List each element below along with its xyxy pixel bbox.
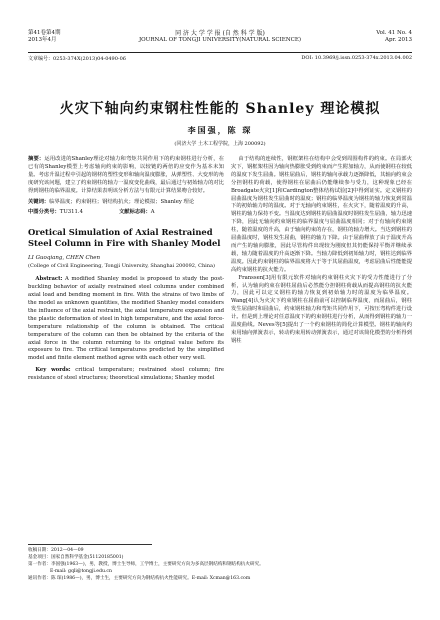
keywords-cn: 关键词：临界温度；约束钢柱；钢结构抗火；理论模拟；Shanley 理论 [28, 198, 195, 205]
affiliation-cn: (同济大学 土木工程学院，上海 200092) [174, 141, 266, 147]
abstract-cn: 摘要：运用改进的Shanley理论对轴力和弯矩共同作用下的约束钢柱进行分析，在已有的Shanley模型上考虑轴向约束的影响，以较链的两倍的应变作为基本未知量。考虑升温过程中引起的钢材的塑性变形和轴向温度膨胀，从弹塑性、大变形的角度研究该问题，建立了约束钢柱的轴力一温度变化曲线，最后通过与初始轴力的对比得到钢柱的临界温度。计算结果表明该分析方法与有限元计算结果吻合较好。 [28, 156, 224, 194]
footnote-received: 收稿日期：2012—04—09 [28, 548, 84, 553]
keywords-en: Key words: critical temperature; restrained steel column; fire resistance of steel structures; theoretical simulations; Shanley model [28, 367, 225, 382]
article-number: 文章编号：0253-374X(2013)04-0490-06 [28, 56, 126, 62]
header-volume-cn: 第41卷第4期 2013年4月 [28, 30, 61, 43]
left-column [28, 156, 224, 383]
affiliation-en: (College of Civil Engineering, Tongji University, Shanghai 200092, China) [28, 263, 215, 270]
classification-cn: 中图分类号：TU311.4 文献标志码：A [28, 209, 155, 216]
authors-cn: 李国强，陈 琛 [187, 125, 253, 135]
header-rule [28, 52, 412, 53]
abstract-en: Abstract: A modified Shanley model is proposed to study the post-buckling behavior of axially restrained steel columns under combined axial load and bending moment in fire. With the strains of two limbs of the model as unknown quantities, the modified Shanley model considers the influence of the axial restraint, the axial temperature expansion and the plastic deformation of steel in high temperature, and the axial force-temperature relationship of the column is obtained. The critical temperature of the column can then be obtained by the criteria of the axial force in the column returning to its original value before its exposure to fire. The critical temperatures predicted by the simplified model and finite element method agree with each other very well. [28, 276, 224, 362]
right-column [231, 156, 412, 346]
authors-en: LI Guoqiang, CHEN Chen [28, 255, 101, 262]
doi: DOI: 10.3969/j.issn.0253-374x.2013.04.002 [301, 55, 412, 61]
title-en: Oretical Simulation of Axial Restrained Steel Column in Fire with Shanley Model [28, 227, 221, 249]
body-paragraph-1: 由于结构的连续性，钢框架柱在结构中会受到周围构件的约束。在局部火灾下，钢框架柱因为轴向热膨胀受到约束而产生附加轴力，从而使钢柱在较低的温度下发生屈曲。钢柱屈曲后，钢柱的轴向承载力逐渐降低，其轴向约束会分担钢柱的荷载，使得钢柱在屈曲后仍能继续参与受力，这种现象已经在Broadgate火灾[1]和Cardington整体结构试验[2]中得到证实。定义钢柱的屈曲温度为钢柱发生屈曲时的温度；钢柱的临界温度为钢柱的轴力恢复到常温下的初始轴力时的温度。对于无轴向约束钢柱，在火灾下，随着温度的升高，钢柱的轴力保持不变。当温度达到钢柱的屈曲温度时钢柱发生屈曲，轴力迅速下降，因此无轴向约束钢柱的临界温度与屈曲温度相同；对于有轴向约束钢柱，随着温度的升高，由于轴向约束的存在，钢柱的轴力增大。当达到钢柱的屈曲温度时，钢柱发生屈曲，钢柱的轴力下降。由于屈曲释放了由于温度升高而产生的轴向膨胀，因此尽管构件出现较为刚度但其仍能保持平衡并继续承载，轴力随着温度的升高逐渐下降。当轴力降低到初始轴力时，钢柱达到临界温度。因此约束钢柱的临界温度将大于等于其屈曲温度，考虑屈曲后性能能提高约束钢柱的抗火能力。 [231, 156, 412, 273]
footnote-author1: 第一作者：李国强(1963—)，男，教授，博士生导师，工学博士，主要研究方向为多高层钢结构和钢结构抗火研究。 [28, 562, 264, 567]
body-paragraph-2: Franssen[3]用有限元软件对轴向约束钢柱火灾下的受力性能进行了分析，认为轴向约束在钢柱屈曲后必然能分担钢柱荷载从而提高钢柱的抗火能力，因此可以定义钢柱的轴力恢复到初始轴力时的温度为临界温度。Wang[4]认为火灾下约束钢柱在屈曲前可以控制临界温度，而屈曲后，钢柱发生屈曲时和屈曲后，约束钢柱轴力和弯矩共同作用下，可按压弯构件进行设计。但是到上理论对任意温度下的约束钢柱进行分析，从而得到钢柱的轴力一温度曲线。Neves等[5]提出了一个约束钢柱的简化计算模型。钢柱的轴向约束用轴向弹簧表示，转动约束用转动弹簧表示，通过对该简化模型的分析得到钢柱 [231, 274, 412, 344]
header-journal: 同 济 大 学 学 报 (自 然 科 学 版) JOURNAL OF TONGJI UNIVERSITY(NATURAL SCIENCE) [138, 30, 302, 43]
footnote-author2: 通讯作者：陈 琛(1986—)，男，博士生，主要研究方向为钢结构抗火性能研究。E-mail: Xcman@163.com [28, 576, 251, 581]
title-cn: 火灾下轴向约束钢柱性能的 Shanley 理论模拟 [59, 101, 381, 117]
footnote-fund: 基金项目：国家自然科学基金(51120185001) [28, 555, 124, 560]
footnote [28, 547, 412, 582]
header-volume-en: Vol. 41 No. 4 Apr. 2013 [376, 30, 412, 43]
footnote-email1: E-mail: gqli@tongji.edu.cn [50, 569, 112, 574]
footnote-rule [28, 544, 152, 545]
